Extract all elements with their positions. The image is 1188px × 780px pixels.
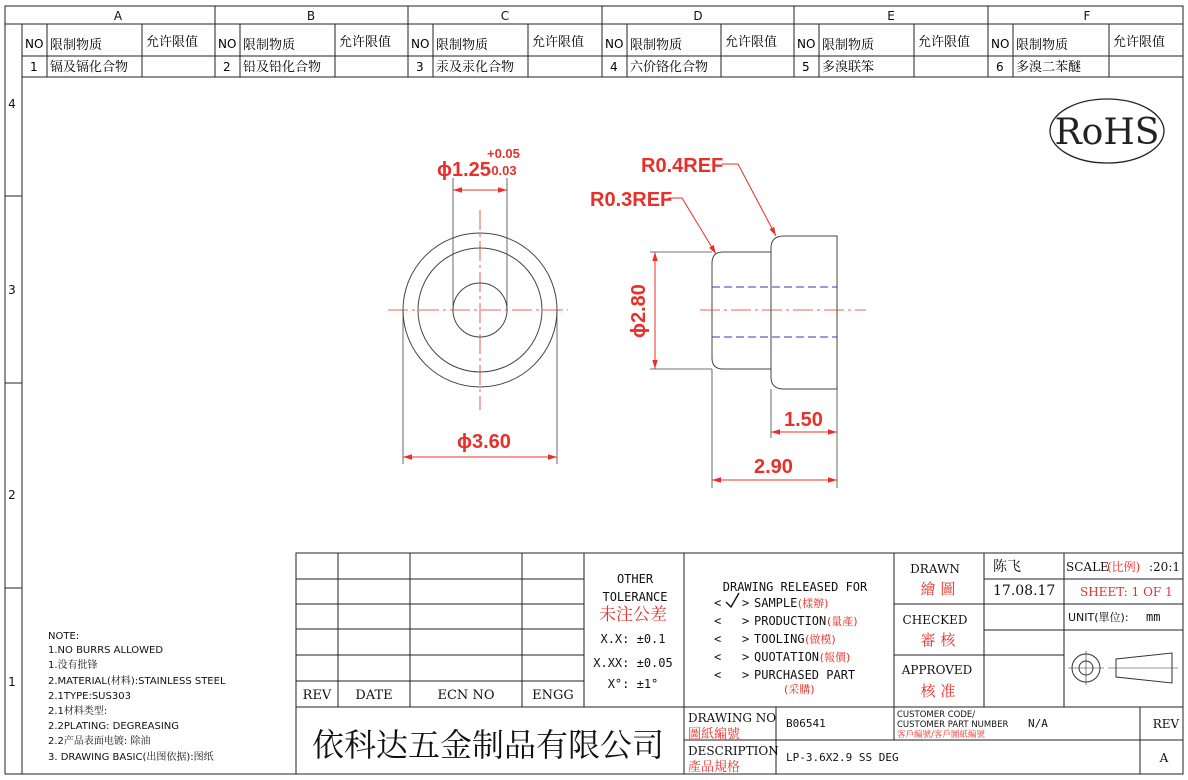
customer-value: N/A [1028, 717, 1048, 730]
zone-row-2: 2 [8, 488, 16, 502]
released-option-cn: (樣辦) [797, 597, 829, 610]
zone-col-d: D [693, 9, 703, 23]
released-option-cn: (采購) [784, 683, 815, 696]
released-bracket-open: < [714, 650, 722, 664]
rs-item-no: 1 [30, 60, 38, 74]
rs-header-no: NO [411, 37, 430, 51]
notes-block [48, 631, 226, 763]
customer-label-cn: 客戶編號/客戶圖紙編號 [897, 730, 985, 740]
dim-r04: R0.4REF [641, 155, 724, 177]
rs-header-no: NO [991, 37, 1010, 51]
note-line: 2.2PLATING: DEGREASING [48, 721, 180, 732]
rs-item-no: 5 [802, 60, 810, 74]
dim-bore-plus: +0.05 [487, 146, 520, 161]
approved-label-cn: 核 准 [920, 682, 956, 700]
sheet-number: SHEET: 1 OF 1 [1080, 585, 1173, 599]
released-option-cn: (報價) [819, 651, 851, 664]
rs-header-name: 限制物质 [822, 38, 875, 53]
note-line: 3. DRAWING BASIC(出图依据):图纸 [48, 752, 214, 763]
note-line: 2.2产品表面电镀: 除油 [48, 736, 151, 747]
released-bracket-open: < [714, 668, 722, 682]
checked-label-cn: 審 核 [920, 631, 956, 649]
scale-label-cn: (比例) [1107, 560, 1141, 574]
drawn-name: 陈飞 [993, 559, 1021, 575]
drawing-no-label-cn: 圖紙編號 [688, 727, 741, 742]
dim-outer: ϕ3.60 [457, 431, 511, 453]
restricted-substances-table [22, 24, 1183, 77]
dim-d280: ϕ2.80 [628, 284, 650, 338]
rev-box-value: A [1159, 751, 1169, 765]
rs-header-name: 限制物质 [243, 38, 296, 53]
note-line: 2.1TYPE:SUS303 [48, 691, 131, 702]
drawn-label: DRAWN [910, 562, 960, 576]
rs-item-no: 2 [223, 60, 231, 74]
scale-value: :20:1 [1149, 560, 1180, 574]
rs-header-no: NO [218, 37, 237, 51]
dim-bore: ϕ1.25 [437, 159, 491, 181]
rs-header-name: 限制物质 [50, 38, 103, 53]
released-bracket-close: > [742, 632, 750, 646]
rs-item-name: 多溴二苯醚 [1016, 60, 1082, 75]
rs-header-name: 限制物质 [1016, 38, 1069, 53]
released-bracket-open: < [714, 614, 722, 628]
engg-header: ENGG [532, 688, 574, 703]
dim-r03: R0.3REF [590, 189, 673, 211]
note-line: 1.没有批锋 [48, 660, 98, 671]
zone-row-4: 4 [8, 97, 16, 111]
rs-header-limit: 允许限值 [339, 35, 392, 50]
description-value: LP-3.6X2.9 SS DEG [786, 751, 899, 764]
dim-290: 2.90 [754, 456, 793, 478]
rs-header-no: NO [605, 37, 624, 51]
rohs-mark: RoHS [1054, 112, 1160, 153]
customer-part-label: CUSTOMER PART NUMBER [897, 720, 1009, 730]
zone-row-3: 3 [8, 283, 16, 297]
rs-item-no: 4 [610, 60, 618, 74]
tolerance-deg: X°: ±1° [607, 677, 659, 691]
rs-header-no: NO [25, 37, 44, 51]
zone-col-c: C [500, 9, 510, 23]
released-option-cn: (做模) [805, 633, 836, 646]
released-option: SAMPLE [754, 596, 798, 610]
description-label-cn: 產品規格 [688, 760, 741, 775]
rs-item-name: 多溴联笨 [822, 60, 875, 75]
released-option-cn: (量產) [827, 615, 858, 628]
dim-bore-minus: -0.03 [487, 163, 517, 178]
rs-header-name: 限制物质 [436, 38, 489, 53]
front-view [388, 178, 568, 464]
released-bracket-close: > [742, 614, 750, 628]
rs-item-no: 3 [416, 60, 424, 74]
released-option: TOOLING [754, 632, 805, 646]
leader-r04 [722, 164, 776, 236]
zone-col-e: E [887, 9, 895, 23]
note-line: NOTE: [48, 631, 80, 642]
rs-header-name: 限制物质 [630, 38, 683, 53]
zone-row-1: 1 [8, 675, 16, 689]
rs-item-no: 6 [996, 60, 1004, 74]
released-bracket-close: > [742, 596, 750, 610]
date-header: DATE [355, 688, 393, 703]
projection-symbol [1068, 651, 1178, 685]
zone-col-b: B [306, 9, 316, 23]
company-name: 依科达五金制品有限公司 [311, 726, 665, 764]
tolerance-title-2: TOLERANCE [602, 590, 668, 604]
released-option: QUOTATION [754, 650, 820, 664]
released-bracket-open: < [714, 632, 722, 646]
rs-header-limit: 允许限值 [146, 35, 199, 50]
rev-box-label: REV [1152, 717, 1180, 731]
rs-header-no: NO [797, 37, 816, 51]
tolerance-xxx: X.XX: ±0.05 [593, 656, 673, 670]
rs-item-name: 汞及汞化合物 [436, 60, 515, 75]
released-bracket-open: < [714, 596, 722, 610]
check-icon [726, 593, 739, 607]
released-bracket-close: > [742, 668, 750, 682]
rs-item-name: 镉及镉化合物 [50, 60, 129, 75]
zone-col-a: A [113, 9, 123, 23]
drawing-no-value: B06541 [786, 717, 826, 730]
note-line: 2.MATERIAL(材料):STAINLESS STEEL [48, 676, 226, 687]
tolerance-xx: X.X: ±0.1 [600, 632, 666, 646]
approved-label: APPROVED [901, 663, 973, 677]
zone-col-f: F [1083, 9, 1091, 23]
customer-code-label: CUSTOMER CODE/ [897, 710, 976, 720]
rs-header-limit: 允许限值 [532, 35, 585, 50]
drawing-no-label: DRAWING NO [688, 711, 777, 725]
rs-header-limit: 允许限值 [1113, 35, 1166, 50]
rs-item-name: 铅及铅化合物 [243, 60, 322, 75]
released-option: PRODUCTION [754, 614, 827, 628]
checked-label: CHECKED [902, 613, 968, 627]
rs-item-name: 六价铬化合物 [630, 60, 709, 75]
released-bracket-close: > [742, 650, 750, 664]
tolerance-title: OTHER [616, 572, 654, 586]
released-title: DRAWING RELEASED FOR [722, 580, 868, 594]
description-label: DESCRIPTION [688, 744, 779, 758]
released-option: PURCHASED PART [754, 668, 856, 682]
rs-header-limit: 允许限值 [918, 35, 971, 50]
rs-header-limit: 允许限值 [725, 35, 778, 50]
drawn-date: 17.08.17 [993, 583, 1056, 599]
tolerance-title-cn: 未注公差 [599, 605, 667, 625]
ecn-header: ECN NO [437, 688, 495, 703]
note-line: 2.1材料类型: [48, 706, 108, 717]
leader-r03 [668, 198, 716, 254]
drawn-label-cn: 繪 圖 [920, 580, 956, 598]
note-line: 1.NO BURRS ALLOWED [48, 645, 164, 656]
unit-value: mm [1146, 610, 1161, 624]
unit-label: UNIT(單位): [1068, 611, 1129, 624]
side-view [650, 236, 866, 488]
scale-label: SCALE [1066, 560, 1109, 574]
dim-150: 1.50 [784, 409, 823, 431]
rev-header: REV [302, 688, 332, 703]
